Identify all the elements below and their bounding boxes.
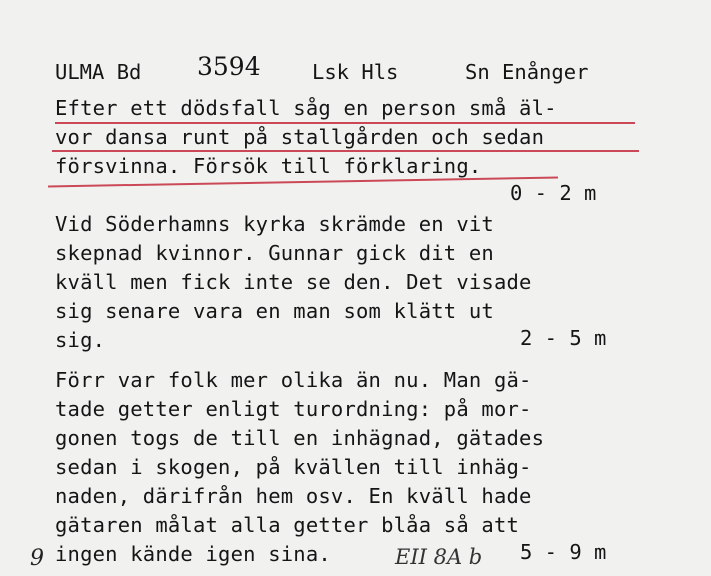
entry-line: försvinna. Försök till förklaring. (55, 154, 482, 178)
record-number: 3594 (197, 52, 261, 81)
red-underline (55, 122, 635, 124)
entry-line: ingen kände igen sina. (55, 542, 331, 566)
red-underline (48, 177, 558, 188)
entry-line: gätaren målat alla getter blåa så att (55, 513, 520, 537)
entry-line: Förr var folk mer olika än nu. Man gä- (55, 368, 532, 392)
entry-line: tade getter enligt turordning: på mor- (55, 397, 532, 421)
entry-range: 2 - 5 m (520, 326, 607, 350)
entry-range: 5 - 9 m (520, 540, 607, 564)
archive-label: ULMA Bd (55, 60, 142, 84)
entry-line: naden, därifrån hem osv. En kväll hade (55, 484, 532, 508)
parish-label: Sn Enånger (465, 60, 589, 84)
province-label: Lsk Hls (312, 60, 399, 84)
margin-number: 9 (30, 546, 44, 571)
entry-line: Vid Söderhamns kyrka skrämde en vit (55, 212, 494, 236)
entry-line: gonen togs de till en inhägnad, gätades (55, 426, 545, 450)
entry-line: sig. (55, 328, 106, 352)
entry-line: kväll men fick inte se den. Det visade (55, 270, 532, 294)
entry-line: Efter ett dödsfall såg en person små äl- (55, 96, 557, 120)
entry-range: 0 - 2 m (510, 181, 597, 205)
entry-line: vor dansa runt på stallgården och sedan (55, 125, 545, 149)
handwritten-note: EII 8A b (395, 545, 483, 569)
red-underline (52, 150, 639, 152)
entry-line: skepnad kvinnor. Gunnar gick dit en (55, 241, 494, 265)
entry-line: sig senare vara en man som klätt ut (55, 299, 494, 323)
entry-line: sedan i skogen, på kvällen till inhäg- (55, 455, 532, 479)
